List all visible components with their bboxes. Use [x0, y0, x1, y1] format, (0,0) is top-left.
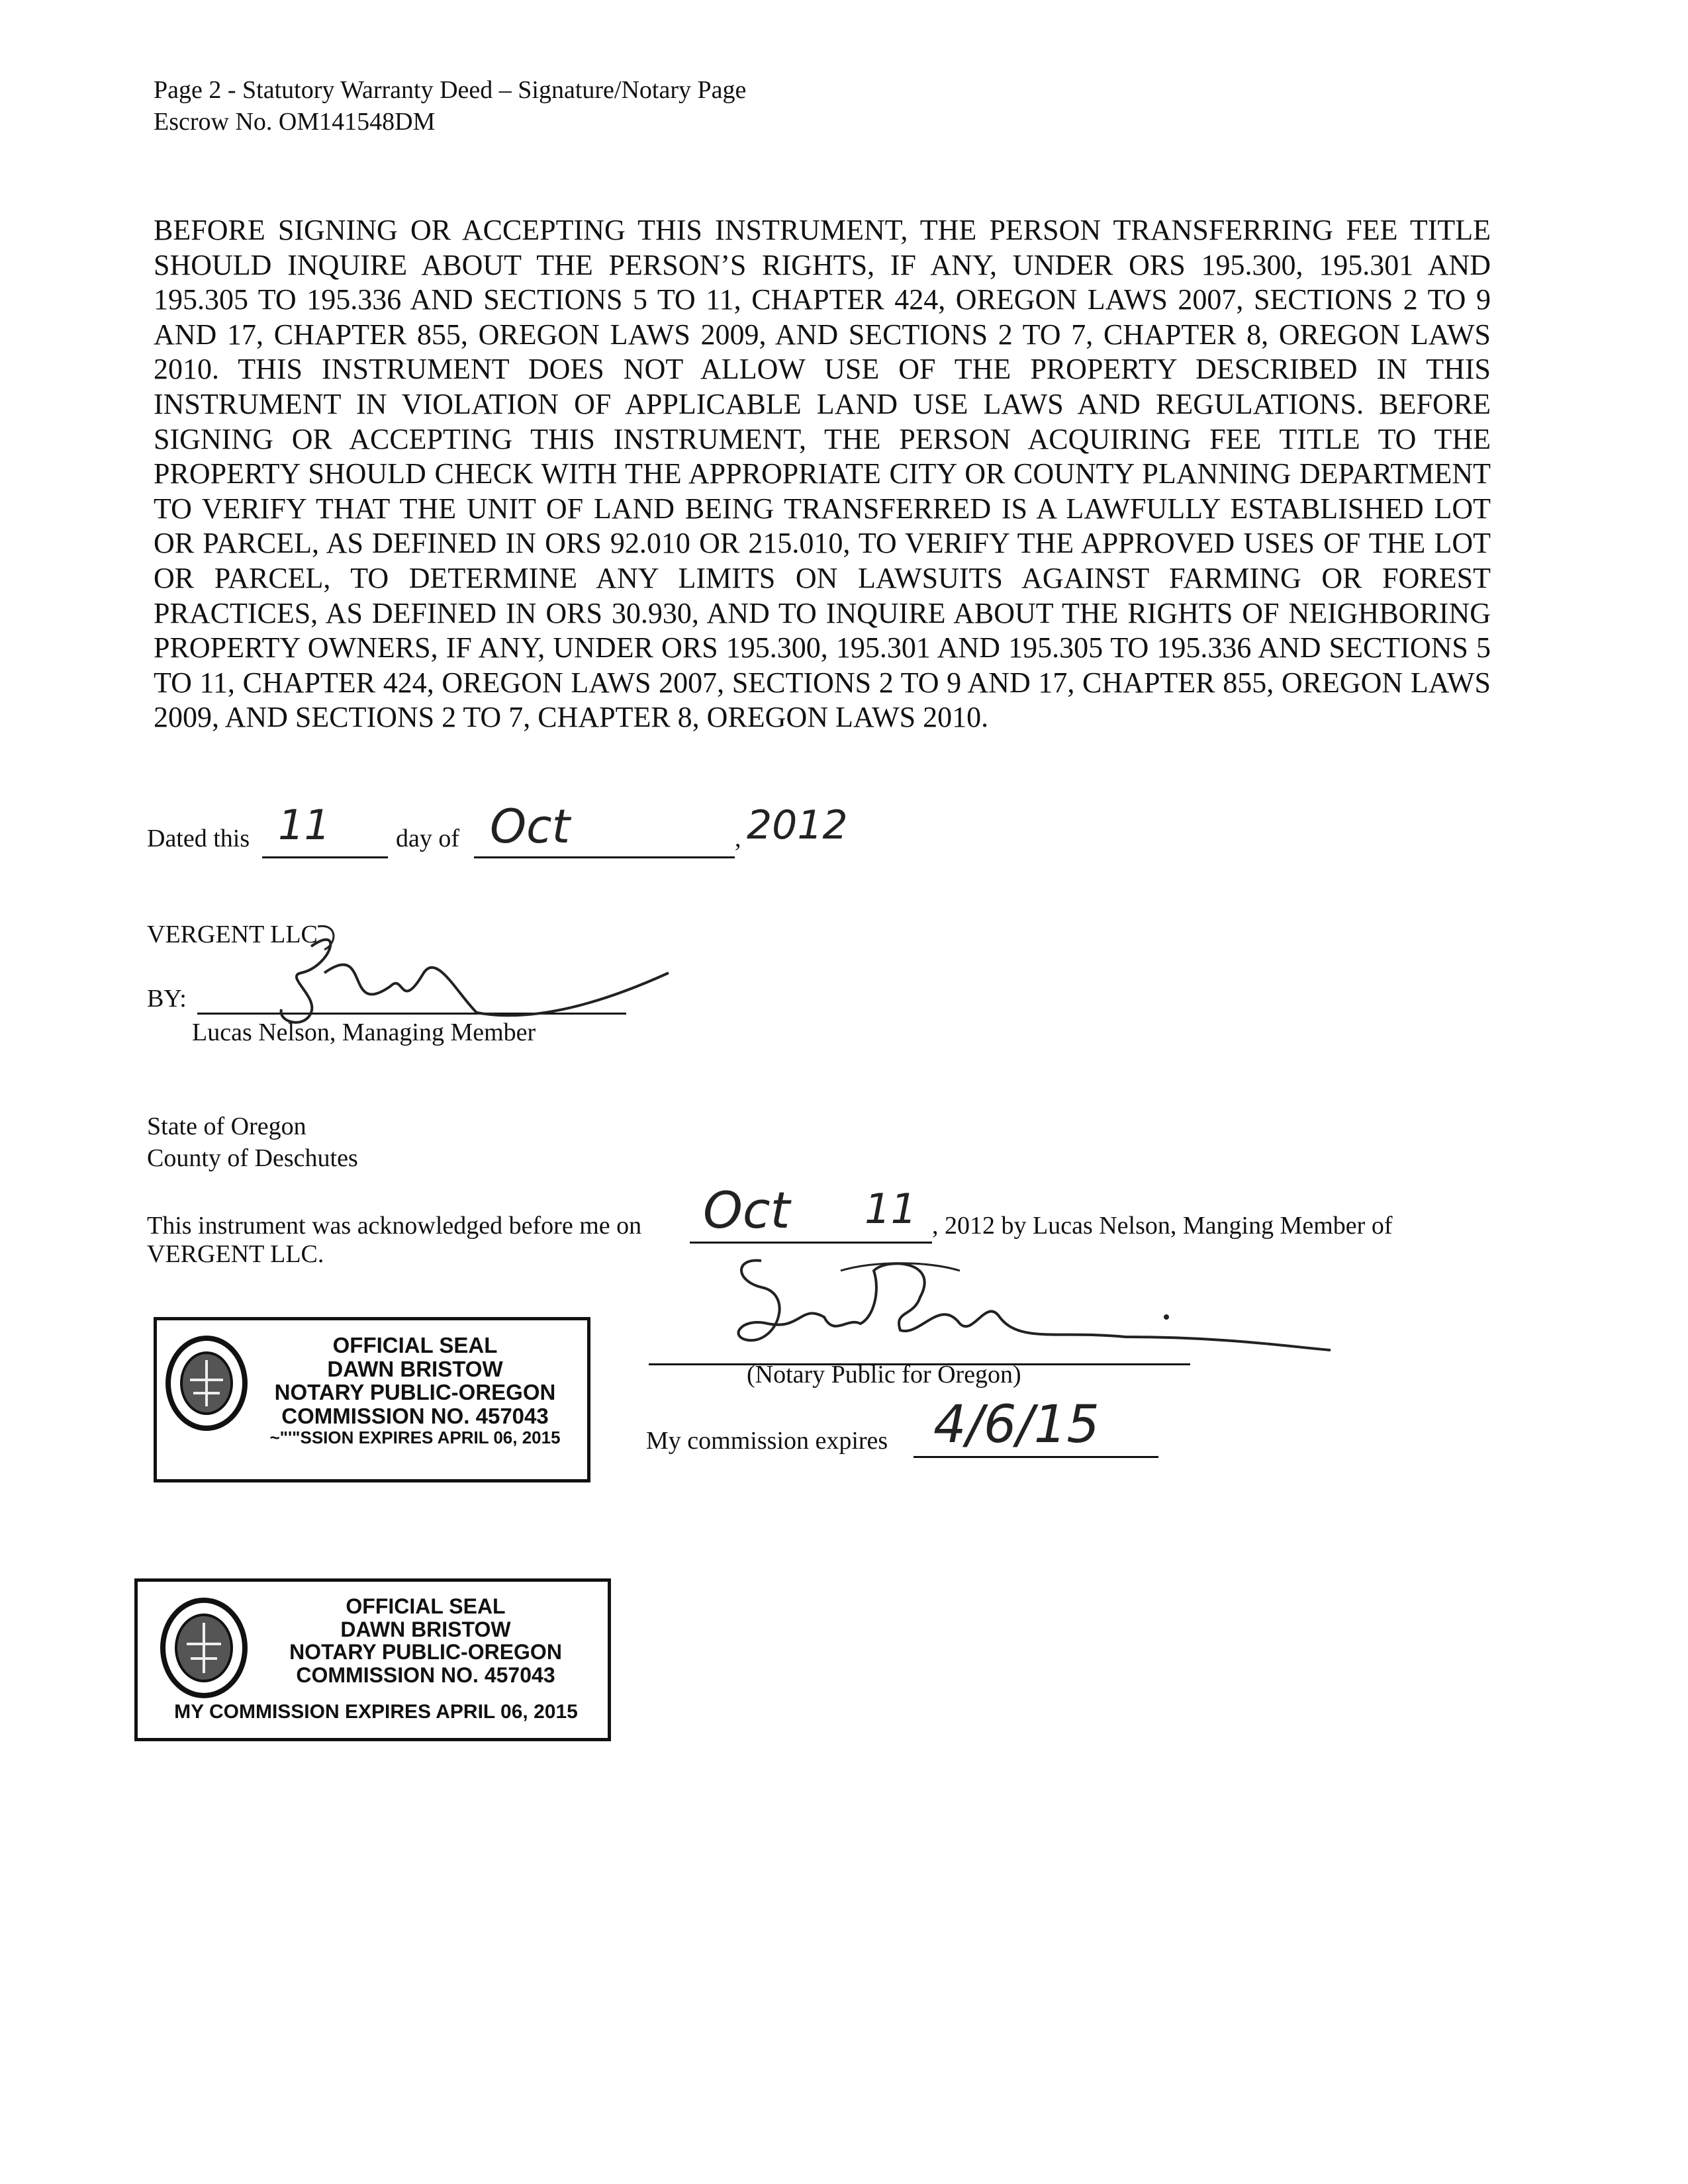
dated-day-handwritten: 11 [278, 801, 330, 849]
venue-state: State of Oregon [147, 1113, 306, 1140]
dated-year-handwritten: 2012 [747, 802, 848, 848]
seal1-line3: NOTARY PUBLIC-OREGON [274, 1380, 556, 1405]
venue-county: County of Deschutes [147, 1144, 358, 1172]
signer-name-title: Lucas Nelson, Managing Member [192, 1019, 536, 1046]
seal2-line1: OFFICIAL SEAL [346, 1594, 506, 1618]
ack-month-handwritten: Oct [703, 1181, 790, 1240]
seal1-line5: ~"'"SSION EXPIRES APRIL 06, 2015 [269, 1427, 561, 1447]
seal2-line5: MY COMMISSION EXPIRES APRIL 06, 2015 [174, 1701, 578, 1723]
dated-prefix: Dated this [147, 825, 250, 852]
state-seal-emblem-icon [158, 1595, 250, 1701]
expires-handwritten: 4/6/15 [933, 1395, 1100, 1455]
dated-month-handwritten: Oct [490, 799, 571, 854]
ack-day-handwritten: 11 [865, 1185, 917, 1233]
seal2-line3: NOTARY PUBLIC-OREGON [289, 1640, 562, 1664]
expires-label: My commission expires [646, 1427, 888, 1455]
company-name: VERGENT LLC [147, 921, 318, 948]
by-label: BY: [147, 985, 187, 1013]
ack-prefix: This instrument was acknowledged before me on [147, 1212, 642, 1240]
notary-seal-1 [154, 1317, 590, 1482]
state-seal-emblem-icon [164, 1334, 250, 1433]
header-title: Page 2 - Statutory Warranty Deed – Signature/Notary Page [154, 76, 747, 104]
ack-suffix: , 2012 by Lucas Nelson, Manging Member of [932, 1212, 1393, 1240]
seal1-line2: DAWN BRISTOW [327, 1356, 503, 1381]
seal1-line4: COMMISSION NO. 457043 [281, 1403, 549, 1428]
ack-company: VERGENT LLC. [147, 1240, 324, 1268]
seal1-line1: OFFICIAL SEAL [332, 1333, 498, 1357]
notary-seal-2 [134, 1578, 611, 1741]
statutory-paragraph: BEFORE SIGNING OR ACCEPTING THIS INSTRUMENT, THE PERSON TRANSFERRING FEE TITLE SHOULD INQUIRE ABOUT THE PERSON’S RIGHTS, IF ANY, UNDER ORS 195.300, 195.301 AND 195.305 TO 195.336 AND SECTIONS 5 TO 11, CHAPTER 424, OREGON LAWS 2007, SECTIONS 2 TO 9 AND 17, CHAPTER 855, OREGON LAWS 2009, AND SECTIONS 2 TO 7, CHAPTER 8, OREGON LAWS 2010. THIS INSTRUMENT DOES NOT ALLOW USE OF THE PROPERTY DESCRIBED IN THIS INSTRUMENT IN VIOLATION OF APPLICABLE LAND USE LAWS AND REGULATIONS. BEFORE SIGNING OR ACCEPTING THIS INSTRUMENT, THE PERSON ACQUIRING FEE TITLE TO THE PROPERTY SHOULD CHECK WITH THE APPROPRIATE CITY OR COUNTY PLANNING DEPARTMENT TO VERIFY THAT THE UNIT OF LAND BEING TRANSFERRED IS A LAWFULLY ESTABLISHED LOT OR PARCEL, AS DEFINED IN ORS 92.010 OR 215.010, TO VERIFY THE APPROVED USES OF THE LOT OR PARCEL, TO DETERMINE ANY LIMITS ON LAWSUITS AGAINST FARMING OR FOREST PRACTICES, AS DEFINED IN ORS 30.930, AND TO INQUIRE ABOUT THE RIGHTS OF NEIGHBORING PROPERTY OWNERS, IF ANY, UNDER ORS 195.300, 195.301 AND 195.305 TO 195.336 AND SECTIONS 5 TO 11, CHAPTER 424, OREGON LAWS 2007, SECTIONS 2 TO 9 AND 17, CHAPTER 855, OREGON LAWS 2009, AND SECTIONS 2 TO 7, CHAPTER 8, OREGON LAWS 2010. [154, 214, 1491, 734]
dated-middle: day of [396, 825, 460, 852]
seal2-line4: COMMISSION NO. 457043 [296, 1662, 555, 1687]
escrow-number: Escrow No. OM141548DM [154, 108, 436, 136]
seal2-line2: DAWN BRISTOW [340, 1617, 511, 1641]
notary-caption: (Notary Public for Oregon) [747, 1361, 1021, 1388]
